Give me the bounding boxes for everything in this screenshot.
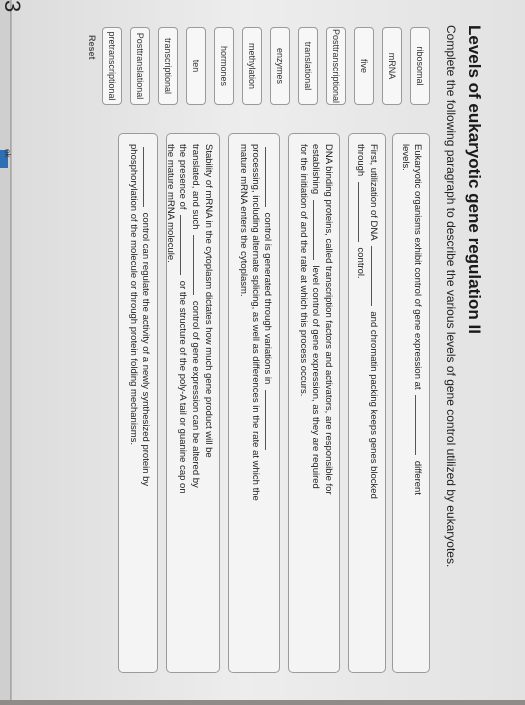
text-segment: translated, and such (190, 144, 201, 230)
paragraph-row-1 (392, 133, 430, 673)
text-segment: First, utilization of DNA (368, 144, 379, 241)
page-title: Levels of eukaryotic gene regulation II (465, 25, 484, 334)
text-segment: levels. (400, 144, 411, 171)
text-segment: through (355, 144, 366, 177)
blank-8[interactable] (180, 215, 189, 275)
text-segment: control. (355, 247, 366, 279)
blank-2[interactable] (371, 246, 380, 306)
blank-1[interactable] (415, 395, 424, 455)
blank-4[interactable] (313, 200, 322, 260)
blank-5[interactable] (265, 147, 274, 207)
text-segment: Stability of mRNA in the cytoplasm dictates how much gene product will be (203, 144, 214, 458)
paragraph-row-2 (348, 133, 386, 673)
question-page (20, 15, 490, 705)
word-ribosomal[interactable]: ribosomal (410, 27, 430, 105)
word-hormones[interactable]: hormones (214, 27, 234, 105)
reset-button[interactable]: Reset (87, 35, 97, 60)
sidebar-fragment: ok (3, 149, 12, 158)
text-segment: control is generated through variations in (262, 212, 273, 385)
word-pretranscriptional[interactable]: pretranscriptional (102, 27, 122, 105)
text-segment: DNA binding proteins, called transcription factors and activators, are responsible for (323, 144, 334, 495)
word-methylation[interactable]: methylation (242, 27, 262, 105)
word-translational[interactable]: translational (298, 27, 318, 105)
text-segment: establishing (310, 144, 321, 195)
text-segment: and chromatin packing keeps genes blocked (368, 311, 379, 499)
word-posttranslational[interactable]: Posttranslational (130, 27, 150, 105)
paragraph-row-5 (166, 133, 220, 673)
text-segment: phosphorylation of the molecule or through protein folding mechanisms. (128, 144, 139, 446)
blank-9[interactable] (143, 147, 152, 207)
text-segment: the presence of (177, 144, 188, 210)
text-segment: control can regulate the activity of a newly synthesized protein by (140, 212, 151, 487)
text-segment: different (412, 460, 423, 495)
blank-3[interactable] (358, 182, 367, 242)
sidebar-edge (0, 0, 11, 700)
word-five[interactable]: five (354, 27, 374, 105)
text-segment: control of gene expression can be altered by (190, 300, 201, 488)
paragraph-row-6 (118, 133, 158, 673)
text-segment: level control of gene expression, as they are required (310, 265, 321, 489)
blank-7[interactable] (193, 235, 202, 295)
text-segment: or the structure of the poly-A tail or guanine cap on (177, 280, 188, 494)
paragraph-row-3 (288, 133, 340, 673)
instructions: Complete the following paragraph to describe the various levels of gene control utilized by eukaryotes. (444, 25, 458, 568)
word-mrna[interactable]: mRNA (382, 27, 402, 105)
word-transcriptional[interactable]: transcriptional (158, 27, 178, 105)
text-segment: for the initiation of and the rate at which this process occurs. (298, 144, 309, 397)
text-segment: the mature mRNA molecule. (165, 144, 176, 263)
text-segment: processing, including alternate splicing, as well as differences in the rate at which the (250, 144, 261, 501)
question-number: 3 (0, 0, 25, 13)
word-ten[interactable]: ten (186, 27, 206, 105)
word-enzymes[interactable]: enzymes (270, 27, 290, 105)
word-posttranscriptional[interactable]: Posttranscriptional (326, 27, 346, 105)
text-segment: Eukaryotic organisms exhibit control of gene expression at (412, 144, 423, 390)
text-segment: mature mRNA enters the cytoplasm. (238, 144, 249, 297)
paragraph-row-4 (228, 133, 280, 673)
blank-6[interactable] (265, 390, 274, 450)
